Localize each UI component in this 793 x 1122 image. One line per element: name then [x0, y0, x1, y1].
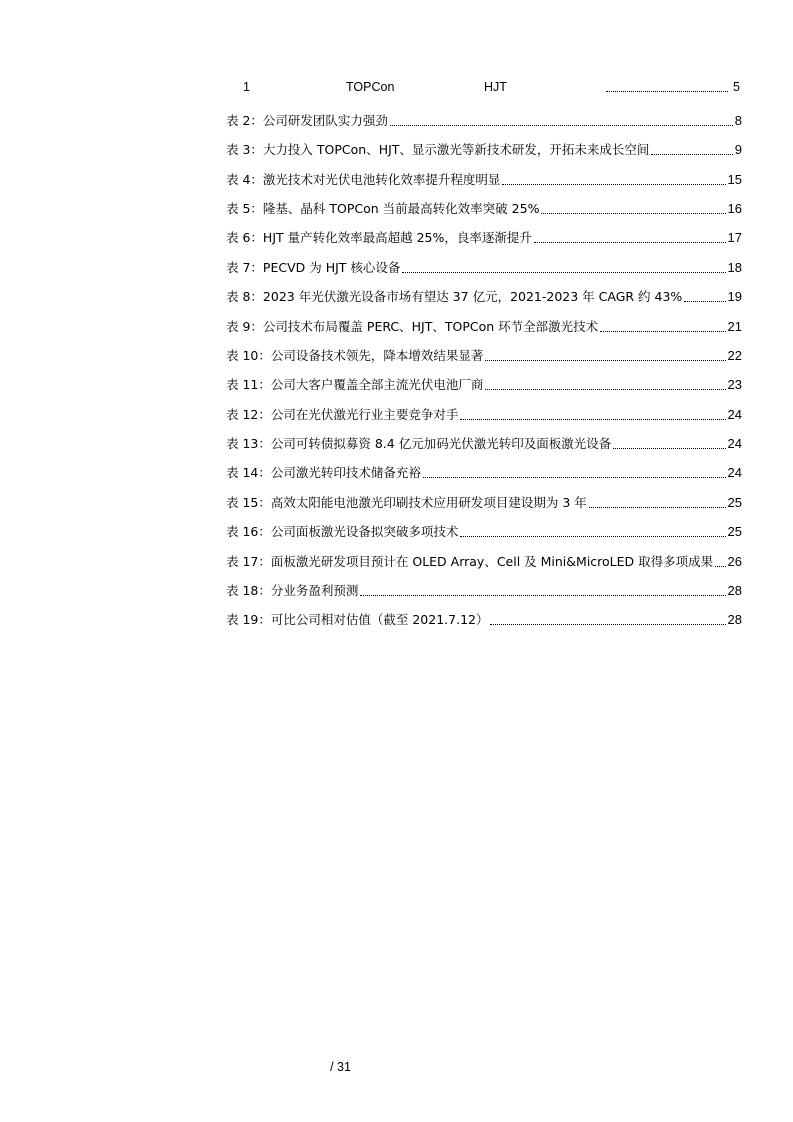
toc-leader-dots [600, 331, 725, 332]
toc-page-number: 19 [727, 289, 742, 305]
toc-leader-dots [684, 301, 725, 302]
toc-leader-dots [460, 536, 725, 537]
toc-page-number: 22 [727, 347, 742, 363]
toc-entry-label: 表 2：公司研发团队实力强劲 [226, 112, 388, 128]
toc-entry[interactable] [226, 572, 742, 601]
toc-entry-label: 表 14：公司激光转印技术储备充裕 [226, 465, 421, 481]
toc-page-number: 28 [727, 583, 742, 599]
toc-entry-number: 1 [243, 80, 250, 95]
toc-leader-dots [715, 566, 725, 567]
toc-entry[interactable] [226, 131, 742, 160]
page-footer [0, 1060, 793, 1074]
toc-page-number: 8 [734, 112, 742, 128]
toc-leader-dots [490, 624, 725, 625]
table-of-figures [226, 72, 742, 630]
toc-entry-label: 表 4：激光技术对光伏电池转化效率提升程度明显 [226, 171, 501, 187]
toc-entry-label: 表 18：分业务盈利预测 [226, 583, 359, 599]
toc-entry[interactable] [226, 190, 742, 219]
toc-page-number: 24 [727, 406, 742, 422]
toc-page-number: 26 [727, 553, 742, 569]
toc-page-number: 25 [727, 494, 742, 510]
toc-entry[interactable] [226, 542, 742, 571]
toc-entry[interactable] [226, 307, 742, 336]
toc-page-number: 17 [727, 230, 742, 246]
toc-page-number: 5 [733, 80, 740, 95]
toc-entry-label: 表 10：公司设备技术领先，降本增效结果显著 [226, 347, 484, 363]
toc-leader-dots [423, 477, 726, 478]
page-indicator: / 31 [330, 1060, 351, 1074]
toc-page-number: 24 [727, 436, 742, 452]
toc-page-number: 24 [727, 465, 742, 481]
toc-entry-label: 表 16：公司面板激光设备拟突破多项技术 [226, 524, 459, 540]
toc-page-number: 18 [727, 259, 742, 275]
toc-entry[interactable] [226, 101, 742, 130]
toc-entry-label: 表 19：可比公司相对估值（截至 2021.7.12） [226, 612, 489, 628]
toc-entry-label: 表 15：高效太阳能电池激光印刷技术应用研发项目建设期为 3 年 [226, 494, 587, 510]
toc-leader-dots [360, 595, 725, 596]
toc-leader-dots [534, 242, 726, 243]
toc-entry[interactable] [226, 337, 742, 366]
toc-entry[interactable] [226, 248, 742, 277]
toc-entry-label: 表 6：HJT 量产转化效率最高超越 25%，良率逐渐提升 [226, 230, 532, 246]
toc-entry-label: 表 3：大力投入 TOPCon、HJT、显示激光等新技术研发，开拓未来成长空间 [226, 142, 650, 158]
toc-entry-label: 表 7：PECVD 为 HJT 核心设备 [226, 259, 401, 275]
toc-entry-label: 表 12：公司在光伏激光行业主要竞争对手 [226, 406, 459, 422]
toc-leader-dots [613, 448, 725, 449]
toc-entry[interactable] [226, 278, 742, 307]
toc-leader-dots [402, 272, 725, 273]
toc-entry[interactable] [226, 395, 742, 424]
toc-leader-dots [390, 125, 733, 126]
toc-leader-dots [502, 184, 725, 185]
toc-entry-label: 表 9：公司技术布局覆盖 PERC、HJT、TOPCon 环节全部激光技术 [226, 318, 599, 334]
toc-leader-dots [485, 360, 725, 361]
toc-page-number: 16 [727, 200, 742, 216]
toc-entry-label: 表 17：面板激光研发项目预计在 OLED Array、Cell 及 Mini&MicroLED 取得多项成果 [226, 553, 714, 569]
toc-page-number: 25 [727, 524, 742, 540]
toc-entry[interactable] [226, 72, 742, 101]
toc-entry[interactable] [226, 160, 742, 189]
toc-leader-dots [606, 91, 728, 92]
toc-leader-dots [460, 419, 725, 420]
toc-entry-term-hjt: HJT [484, 80, 507, 95]
toc-entry[interactable] [226, 454, 742, 483]
toc-entry[interactable] [226, 366, 742, 395]
toc-entry-label: 表 13：公司可转债拟募资 8.4 亿元加码光伏激光转印及面板激光设备 [226, 436, 612, 452]
toc-entry-label: 表 11：公司大客户覆盖全部主流光伏电池厂商 [226, 377, 484, 393]
toc-page-number: 28 [727, 612, 742, 628]
toc-leader-dots [589, 507, 726, 508]
toc-leader-dots [541, 213, 725, 214]
toc-leader-dots [485, 389, 725, 390]
toc-entry-term-topcon: TOPCon [346, 80, 395, 95]
toc-entry[interactable] [226, 483, 742, 512]
toc-entry[interactable] [226, 601, 742, 630]
toc-page-number: 15 [727, 171, 742, 187]
toc-entry[interactable] [226, 219, 742, 248]
toc-leader-dots [651, 154, 732, 155]
toc-entry-label: 表 8：2023 年光伏激光设备市场有望达 37 亿元，2021-2023 年 CAGR 约 43% [226, 289, 683, 305]
toc-page-number: 9 [734, 142, 742, 158]
toc-entry-label: 表 5：隆基、晶科 TOPCon 当前最高转化效率突破 25% [226, 200, 540, 216]
toc-entry[interactable] [226, 425, 742, 454]
toc-page-number: 23 [727, 377, 742, 393]
toc-entry[interactable] [226, 513, 742, 542]
toc-page-number: 21 [727, 318, 742, 334]
